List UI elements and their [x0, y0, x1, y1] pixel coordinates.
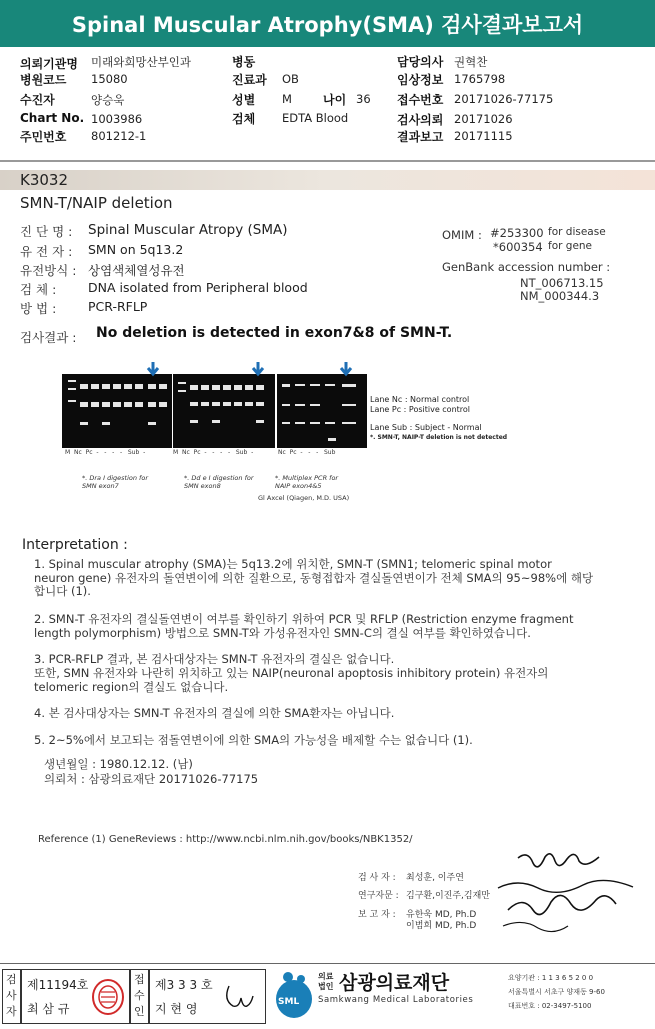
omim-disease-id: #253300 [490, 226, 544, 240]
gene-value: SMN on 5q13.2 [88, 242, 184, 257]
gel-caption-2: *. Dd e I digestion for SMN exon8 [184, 474, 254, 490]
hospital-code-label: 병원코드 [20, 73, 67, 87]
tester-label: 검 사 자 : [358, 873, 396, 883]
advisor-names: 김구환,이진주,김재만 [406, 891, 490, 901]
interp-p5: 5. 2~5%에서 보고되는 점돌연변이에 의한 SMA의 가능성을 배제할 수는 없습니다 (1). [34, 733, 473, 747]
report-date-label: 결과보고 [397, 130, 444, 144]
receipt-no-label: 접수번호 [397, 93, 444, 107]
arrow-icon [253, 362, 263, 374]
interp-p2: 2. SMN-T 유전자의 결실돌연변이 여부를 확인하기 위하여 PCR 및 RFLP (Restriction enzyme fragment length polymorphism) 방법으로 SMN-T와 가성유전자인 SMN-C의 결실 여부를 확인하였습니다. [34, 612, 574, 640]
receiver-license-no: 제3 3 3 호 [155, 978, 213, 992]
resident-no-value: 801212-1 [91, 129, 147, 143]
header-field-institution: 의뢰기관명 [20, 57, 78, 71]
clinical-info-value: 1765798 [454, 72, 506, 86]
doctor-label: 담당의사 [397, 55, 444, 69]
age-value: 36 [356, 92, 371, 106]
receiver-tag: 접수인 [134, 973, 145, 1018]
genbank-label: GenBank accession number : [442, 260, 611, 274]
gel-lane-labels-3: Nc Pc - - - Sub [278, 449, 336, 456]
receiver-signature-icon [221, 980, 259, 1014]
org-english-name: Samkwang Medical Laboratories [318, 995, 474, 1005]
gel-lane-labels-1: M Nc Pc - - - - Sub - [65, 449, 146, 456]
chart-no-value: 1003986 [91, 112, 143, 126]
reference: Reference (1) GeneReviews : http://www.ncbi.nlm.nih.gov/books/NBK1352/ [38, 834, 413, 845]
interp-p4: 4. 본 검사대상자는 SMN-T 유전자의 결실에 의한 SMA환자는 아닙니다. [34, 706, 395, 720]
omim-gene-id: *600354 [493, 240, 543, 254]
test-name: SMN-T/NAIP deletion [20, 194, 173, 212]
sml-logo-icon [272, 969, 316, 1021]
institution-value: 미래와희망산부인과 [91, 55, 191, 69]
age-label: 나이 [323, 93, 347, 107]
sml-text: SML [278, 997, 300, 1007]
tester-license-no: 제11194호 [27, 978, 89, 992]
request-date-value: 20171026 [454, 112, 513, 126]
diagnosis-label: 진 단 명 : [20, 224, 73, 239]
gel-legend [370, 395, 530, 443]
org-name: 삼광의료재단 [339, 972, 450, 994]
legend-nc: Lane Nc : Normal control [370, 395, 470, 404]
reporter-label: 보 고 자 : [358, 910, 396, 920]
signature-image [488, 848, 648, 943]
gel-arrows [148, 362, 351, 374]
omim-genbank-block [440, 228, 650, 303]
footer-divider [0, 963, 655, 964]
doctor-value: 권혁찬 [454, 55, 488, 69]
method-value: PCR-RFLP [88, 299, 148, 314]
sample-value: DNA isolated from Peripheral blood [88, 280, 308, 295]
legend-pc: Lane Pc : Positive control [370, 405, 471, 414]
receiver-name: 지 현 영 [155, 1002, 198, 1016]
gel-caption-4: Gl Axcel (Qiagen, M.D. USA) [258, 494, 350, 502]
resident-no-label: 주민번호 [20, 130, 67, 144]
result-label: 검사결과 : [20, 330, 77, 345]
signers-block [358, 870, 648, 960]
diagnosis-value: Spinal Muscular Atropy (SMA) [88, 222, 288, 238]
inheritance-value: 상염색체열성유전 [88, 263, 185, 278]
genbank-id-2: NM_000344.3 [520, 289, 600, 303]
tester-names: 최성훈, 이주연 [406, 873, 464, 883]
tester-seal-icon [91, 978, 125, 1016]
corp-label: 의료 법인 [318, 972, 334, 991]
interp-p3b: 또한, SMN 유전자와 나란히 위치하고 있는 NAIP(neuronal apoptosis inhibitory protein) 유전자의 telomeric region의 결실도 없습니다. [34, 666, 549, 694]
specimen-label: 검체 [232, 112, 256, 126]
test-code: K3032 [20, 171, 69, 189]
tester-box [20, 969, 130, 1024]
sample-label: 검 체 : [20, 282, 57, 297]
interp-ref-by: 의뢰처 : 삼광의료재단 20171026-77175 [44, 772, 259, 786]
reporter-name-1: 유한욱 MD, Ph.D [406, 910, 477, 920]
chart-no-label: Chart No. [20, 111, 85, 125]
test-fields [20, 222, 440, 317]
clinical-info-label: 임상정보 [397, 73, 444, 87]
omim-label: OMIM : [442, 228, 482, 242]
reporter-name-2: 이범희 MD, Ph.D [406, 921, 477, 931]
tester-tag-box [2, 969, 22, 1024]
advisor-label: 연구자문 : [358, 891, 399, 901]
legend-note: *. SMN-T, NAIP-T deletion is not detected [370, 434, 508, 441]
omim-gene-note: for gene [548, 240, 593, 252]
inheritance-label: 유전방식 : [20, 263, 77, 278]
patient-label: 수진자 [20, 93, 55, 107]
arrow-icon [148, 362, 158, 374]
specimen-value: EDTA Blood [282, 111, 349, 125]
tester-name: 최 삼 규 [27, 1002, 70, 1016]
patient-value: 양승욱 [91, 93, 125, 107]
org-logo-block [272, 967, 652, 1025]
gene-label: 유 전 자 : [20, 244, 73, 259]
receiver-box [148, 969, 266, 1024]
method-label: 방 법 : [20, 301, 57, 316]
hospital-code-value: 15080 [91, 72, 128, 86]
genbank-id-1: NT_006713.15 [520, 276, 604, 290]
interp-dob: 생년월일 : 1980.12.12. (남) [44, 757, 193, 771]
gel-caption-3: *. Multiplex PCR for NAIP exon4&5 [275, 474, 339, 490]
gel-caption-1: *. Dra I digestion for SMN exon7 [82, 474, 148, 490]
org-info-1: 요양기관 : 1 1 3 6 5 2 0 0 [508, 974, 594, 982]
tester-tag: 검사자 [6, 973, 17, 1018]
report-title-bar [0, 0, 655, 47]
result-value: No deletion is detected in exon7&8 of SMN-T. [96, 325, 453, 341]
request-date-label: 검사의뢰 [397, 113, 444, 127]
receipt-no-value: 20171026-77175 [454, 92, 554, 106]
arrow-icon [341, 362, 351, 374]
interp-p3: 3. PCR-RFLP 결과, 본 검사대상자는 SMN-T 유전자의 결실은 없습니다. [34, 652, 395, 666]
org-info-2: 서울특별시 서초구 양재동 9-60 [508, 988, 605, 996]
org-info [508, 971, 648, 1013]
header-divider [0, 160, 655, 162]
org-info-3: 대표번호 : 02-3497-5100 [508, 1002, 592, 1010]
ward-label: 병동 [232, 55, 256, 69]
legend-sub: Lane Sub : Subject - Normal [370, 423, 482, 432]
report-date-value: 20171115 [454, 129, 513, 143]
gel-lane-labels-2: M Nc Pc - - - - Sub - [173, 449, 254, 456]
department-label: 진료과 [232, 73, 267, 87]
sex-label: 성별 [232, 93, 256, 107]
receiver-tag-box [130, 969, 150, 1024]
interpretation-heading: Interpretation : [22, 537, 128, 553]
test-code-band [0, 170, 655, 190]
department-value: OB [282, 72, 299, 86]
interp-p1: 1. Spinal muscular atrophy (SMA)는 5q13.2에 위치한, SMN-T (SMN1; telomeric spinal motor neuron gene) 유전자의 돌연변이에 의한 질환으로, 동형접합자 결실돌연변이가 전체 SMA의 95~98%에 해당합니다 (1). [34, 557, 594, 598]
omim-disease-note: for disease [548, 226, 606, 238]
sex-value: M [282, 92, 292, 106]
report-title: Spinal Muscular Atrophy(SMA) 검사결과보고서 [71, 13, 584, 37]
